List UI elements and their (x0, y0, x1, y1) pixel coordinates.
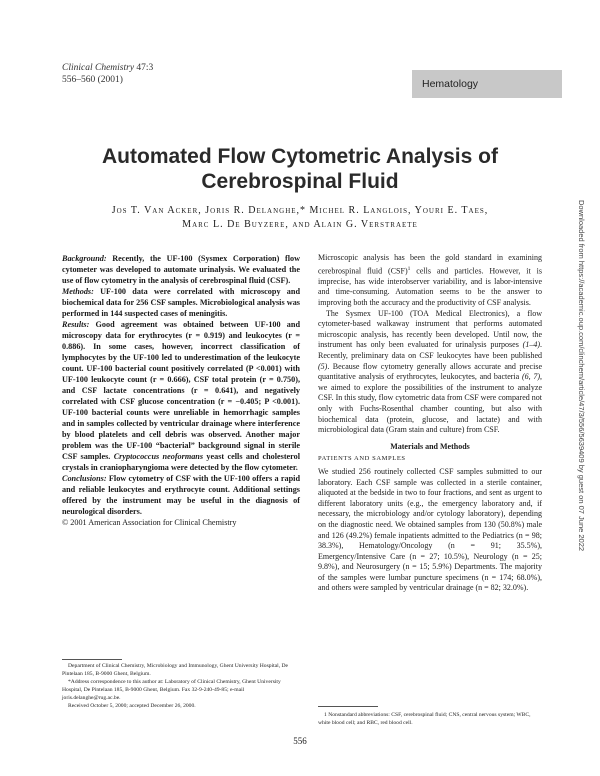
conclusions-text: Flow cytometry of CSF with the UF-100 offers a rapid and reliable leukocytes and erythrocyte count. Additional settings offered by the instrument may be useful in the diagnosis of neurological disorders. (62, 474, 301, 516)
received-note: Received October 5, 2000; accepted December 26, 2000. (68, 703, 196, 709)
body-text (318, 253, 542, 594)
journal-volume-issue: 47:3 (136, 63, 154, 73)
authors-line-1: Jos T. Van Acker, Joris R. Delanghe,* Michel R. Langlois, Youri E. Taes, (111, 205, 489, 216)
journal-pages-year: 556–560 (2001) (62, 75, 123, 85)
reference-link[interactable]: (6, 7) (521, 372, 540, 382)
title-line-1: Automated Flow Cytometric Analysis of (102, 145, 498, 168)
abstract-results (62, 319, 300, 473)
results-text-end: yeast cells and cholesterol crystals in craniopharyngioma were detected by the flow cytometer. (62, 452, 301, 472)
abbreviation-footnote (318, 711, 542, 727)
abstract (62, 253, 300, 528)
intro-p1-text-b: cells and particles. However, it is imprecise, has wide interobserver variability, and is labor-intensive and time-consuming. Automation seems to be the answer to improving both the accuracy and the productivity of CSF analysis. (318, 266, 542, 308)
intro-p2-text-a: The Sysmex UF-100 (TOA Medical Electronics), a flow cytometer-based walkaway instrument that performs automated microscopic analysis, has recently been developed. Until now, the instrument has only been evaluated for urinalysis purposes (318, 308, 542, 350)
footnote-divider (318, 706, 378, 707)
abbreviation-note: 1 Nonstandard abbreviations: CSF, cerebrospinal fluid; CNS, central nervous system; WBC, white blood cell; and RBC, red blood cell. (318, 712, 531, 726)
reference-link[interactable]: (5) (318, 361, 328, 371)
footnote-divider (62, 659, 122, 660)
section-heading: Materials and Methods (390, 441, 470, 451)
author-list (60, 204, 540, 232)
abstract-background (62, 253, 300, 286)
results-species: Cryptococcus neoformans (113, 452, 204, 461)
journal-name: Clinical Chemistry (62, 63, 135, 73)
correspondence-note: *Address correspondence to this author at: Laboratory of Clinical Chemistry, Ghent University Hospital, De Pintelaan 185, B-9000 Ghent, Belgium. Fax 32-9-240-49-85; e-mail joris.delanghe@rug.ac.be. (62, 679, 281, 701)
title-line-2: Cerebrospinal Fluid (201, 170, 399, 193)
page-number: 556 (293, 736, 307, 746)
results-label: Results: (62, 320, 90, 329)
abstract-conclusions (62, 473, 300, 517)
section-label: Hematology (422, 78, 479, 90)
download-watermark: Downloaded from https://academic.oup.com/clinchem/article/47/3/556/5639409 by guest on 07 June 2022 (577, 200, 586, 552)
methods-label: Methods: (62, 287, 94, 296)
intro-p2-text-b: . Recently, preliminary data on CSF leukocytes have been published (318, 340, 542, 360)
intro-p2-text-d: , we aimed to explore the possibilities of the instrument to analyze CSF. In this study, flow cytometric data from CSF were compared not only with Fuchs-Rosenthal chamber counting, but also with biochemical data (protein, glucose, and lactate) and with microbiological data (Gram stain and culture) from CSF. (318, 372, 542, 435)
background-label: Background: (62, 254, 107, 263)
results-text: Good agreement was obtained between UF-100 and microscopy data for erythrocytes (r = 0.919) and leukocytes (r = 0.886). In some cases, however, incorrect classification of lymphocytes by the UF-100 led to underestimation of the leukocyte count. UF-100 bacterial count positively correlated (P <0.001) with UF-100 leukocyte count (r = 0.666), CSF total protein (r = 0.750), and CSF lactate concentrations (r = 0.641), and negatively correlated with CSF glucose concentration (r = −0.405; P <0.001). UF-100 bacterial counts were unreliable in hemorrhagic samples and in samples collected by ventricular drainage where interference by blood platelets and cell debris was observed. Another major problem was the UF-100 “bacterial” background signal in sterile CSF samples. (62, 320, 301, 461)
section-label-box (412, 70, 562, 98)
reference-link[interactable]: (1–4) (522, 340, 540, 350)
conclusions-label: Conclusions: (62, 474, 107, 483)
intro-paragraph-1 (318, 253, 542, 309)
intro-p1-text-a: Microscopic analysis has been the gold standard in examining cerebrospinal fluid (CSF) (318, 253, 542, 276)
footnote-marker: 1 (407, 265, 411, 272)
affiliation-footnotes (62, 662, 300, 710)
intro-p2-text-c: . Because flow cytometry generally allows accurate and precise quantitative analysis of erythrocytes, leukocytes, and bacteria (318, 361, 542, 382)
authors-line-2: Marc L. De Buyzere, and Alain G. Verstraete (182, 219, 418, 230)
background-text: Recently, the UF-100 (Sysmex Corporation) flow cytometer was developed to automate urinalysis. We evaluated the use of flow cytometry in the analysis of cerebrospinal fluid (CSF). (62, 254, 300, 285)
abstract-methods (62, 286, 300, 319)
journal-citation (62, 62, 153, 86)
subsection-heading: PATIENTS AND SAMPLES (318, 455, 406, 463)
methods-text: UF-100 data were correlated with microscopy and biochemical data for 256 CSF samples. Microbiological analysis was performed in 144 suspected cases of meningitis. (62, 287, 301, 318)
copyright: © 2001 American Association for Clinical Chemistry (62, 518, 237, 527)
article-title (60, 144, 540, 194)
intro-paragraph-2 (318, 309, 542, 436)
affiliation-note: Department of Clinical Chemistry, Microbiology and Immunology, Ghent University Hospital, De Pintelaan 185, B-9000 Ghent, Belgium. (62, 663, 289, 677)
methods-paragraph-1: We studied 256 routinely collected CSF samples submitted to our laboratory. Each CSF sample was collected in a sterile container, aliquoted at the bedside in two to four fractions, and sent as urgent to different laboratory units (e.g., the emergency laboratory and, if necessary, the microbiology and/or cytology laboratory), depending on the diagnostic need. We obtained samples from 130 (50.8%) male and 126 (49.2%) female inpatients admitted to the Pediatrics (n = 98; 38.3%), Hematology/Oncology (n = 91; 35.5%), Emergency/Intensive Care (n = 27; 10.5%), Neurology (n = 25; 9.8%), and Neurosurgery (n = 15; 5.9%) Departments. The majority of the samples were lumbar puncture specimens (n = 174; 68.0%), and others were sampled by ventricular drainage (n = 82; 32.0%). (318, 466, 542, 593)
